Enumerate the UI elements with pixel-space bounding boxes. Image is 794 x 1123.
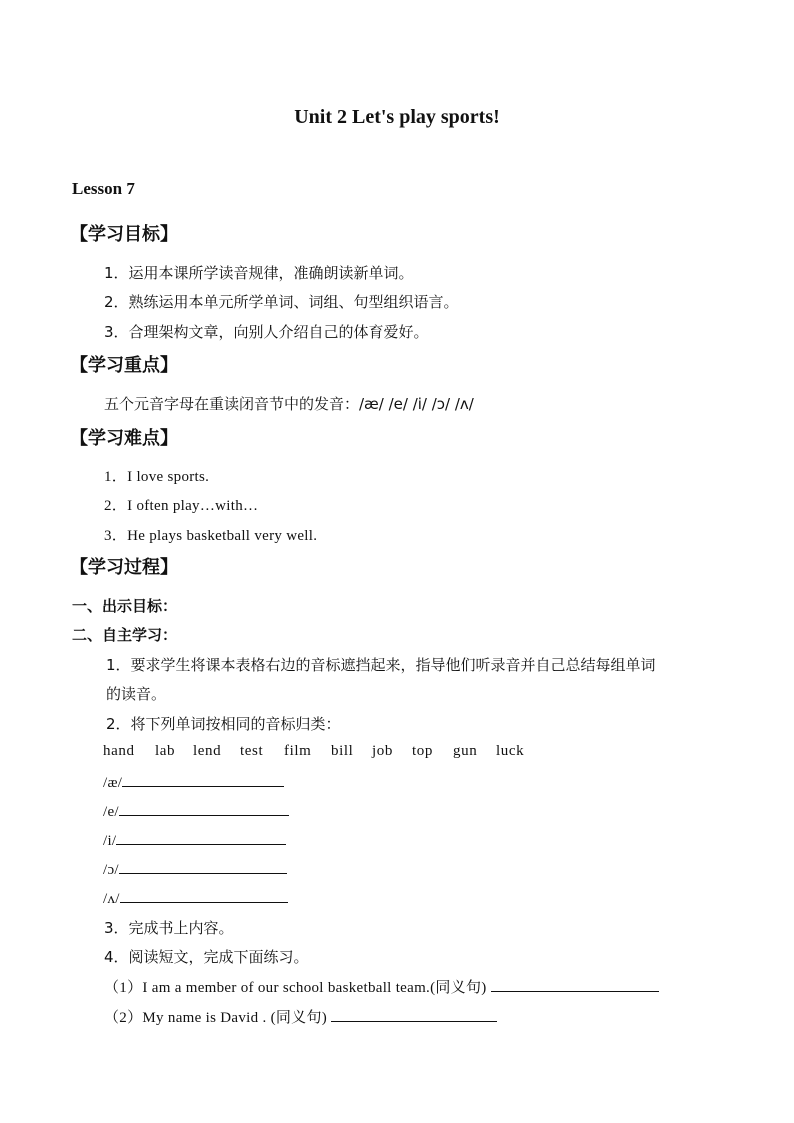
answer-blank[interactable] (491, 977, 659, 992)
task-3: 3．完成书上内容。 (104, 919, 234, 937)
word-item: bill (331, 743, 354, 759)
step-one: 一、出示目标： (72, 597, 178, 615)
task-1-line-2: 的读音。 (106, 685, 167, 703)
objective-item-3: 3．合理架构文章，向别人介绍自己的体育爱好。 (104, 323, 429, 341)
phonetic-label: /e/ (103, 804, 119, 820)
word-item: job (372, 743, 393, 759)
word-item: luck (496, 743, 525, 759)
phonetic-label: /æ/ (103, 775, 123, 791)
phonetic-label: /ʌ/ (103, 891, 120, 907)
task-2: 2．将下列单词按相同的音标归类： (106, 715, 341, 733)
word-item: gun (453, 743, 478, 759)
exercise-text: （2）My name is David . (同义句) (104, 1010, 328, 1026)
exercise-row-2 (104, 1006, 497, 1027)
answer-blank[interactable] (122, 772, 284, 787)
objective-item-1: 1．运用本课所学读音规律，准确朗读新单词。 (104, 264, 414, 282)
difficulty-item-3: 3．He plays basketball very well. (104, 528, 318, 544)
word-item: top (412, 743, 433, 759)
word-item: test (240, 743, 264, 759)
phonetic-label: /i/ (103, 833, 117, 849)
answer-blank[interactable] (120, 888, 288, 903)
difficulties-heading: 【学习难点】 (70, 428, 178, 449)
answer-blank[interactable] (119, 801, 289, 816)
lesson-label: Lesson 7 (72, 179, 135, 198)
word-item: lend (193, 743, 222, 759)
process-heading: 【学习过程】 (70, 557, 178, 578)
key-points-text: 五个元音字母在重读闭音节中的发音：/æ/ /e/ /i/ /ɔ/ /ʌ/ (104, 395, 474, 413)
word-item: lab (155, 743, 176, 759)
phonetic-row-i (103, 830, 286, 850)
phonetic-row-e (103, 801, 289, 821)
exercise-row-1 (104, 976, 659, 997)
page-title: Unit 2 Let's play sports! (294, 106, 500, 128)
answer-blank[interactable] (331, 1007, 497, 1022)
objective-item-2: 2．熟练运用本单元所学单词、词组、句型组织语言。 (104, 293, 459, 311)
objectives-heading: 【学习目标】 (70, 224, 178, 245)
key-points-heading: 【学习重点】 (70, 355, 178, 376)
phonetic-row-ae (103, 772, 284, 792)
difficulty-item-2: 2．I often play…with… (104, 498, 259, 514)
phonetic-row-o (103, 859, 287, 879)
answer-blank[interactable] (119, 859, 287, 874)
word-item: hand (103, 743, 135, 759)
exercise-text: （1）I am a member of our school basketball team.(同义句) (104, 980, 487, 996)
task-4: 4．阅读短文，完成下面练习。 (104, 948, 309, 966)
step-two: 二、自主学习： (72, 626, 178, 644)
word-item: film (284, 743, 312, 759)
answer-blank[interactable] (116, 830, 286, 845)
phonetic-label: /ɔ/ (103, 862, 119, 878)
task-1-line-1: 1．要求学生将课本表格右边的音标遮挡起来，指导他们听录音并自己总结每组单词 (106, 656, 656, 674)
phonetic-row-uh (103, 888, 288, 908)
difficulty-item-1: 1．I love sports. (104, 469, 210, 485)
